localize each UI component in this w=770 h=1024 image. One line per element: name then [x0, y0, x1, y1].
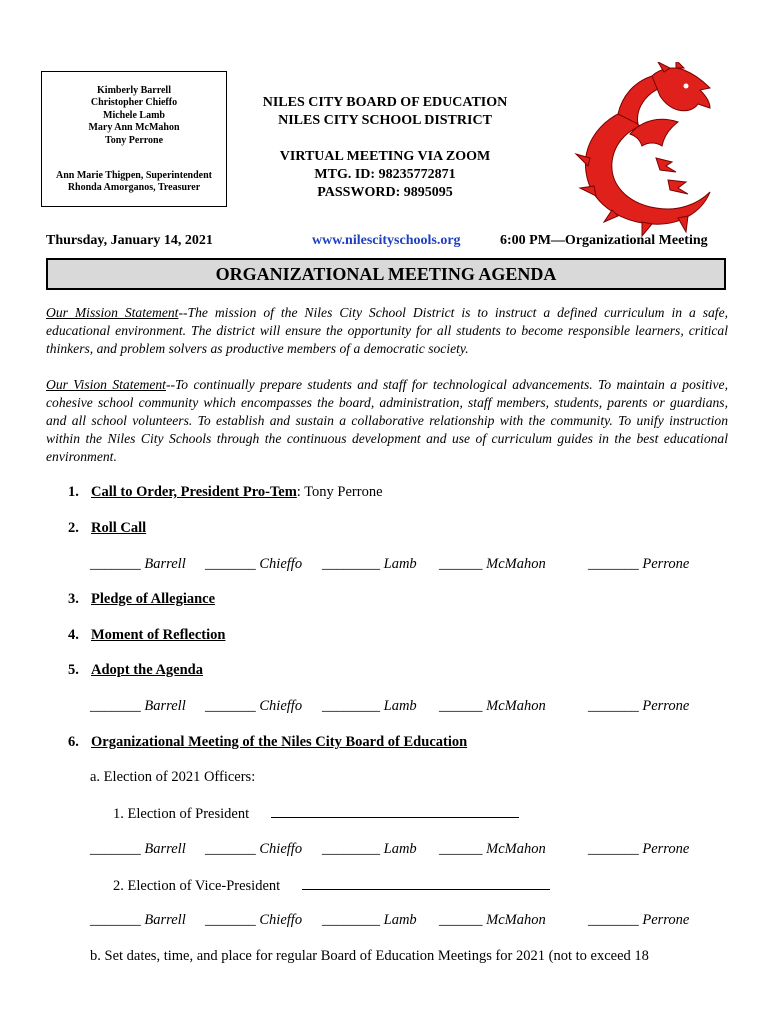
vision-text: --To continually prepare students and staff for technological advancements. To maintain a positive, cohesive school community which encompasses the board, administration, staff members, students, parents or guardians, and all school volunteers. To establish and sustain a collaborative relationship with the community. To unify instruction within the Niles City Schools through the continuous development and use of curriculum guides in the best educational environment. — [46, 377, 728, 464]
meeting-time: 6:00 PM—Organizational Meeting — [500, 233, 708, 248]
item-title: Moment of Reflection — [91, 627, 226, 643]
item-number: 1. — [68, 484, 79, 500]
meeting-password: PASSWORD: 9895095 — [317, 185, 453, 200]
vote-lamb: ________ Lamb — [322, 841, 417, 857]
district-name: NILES CITY SCHOOL DISTRICT — [278, 113, 492, 128]
board-member: Tony Perrone — [104, 134, 164, 146]
president-blank-line[interactable] — [271, 803, 519, 818]
item-number: 3. — [68, 591, 79, 607]
vote-chieffo: _______ Chieffo — [205, 912, 303, 928]
vote-mcmahon: ______ McMahon — [439, 698, 546, 714]
item-title: Pledge of Allegiance — [91, 591, 216, 607]
vote-perrone: _______ Perrone — [588, 841, 690, 857]
treasurer: Rhonda Amorganos, Treasurer — [67, 182, 201, 194]
vote-perrone: _______ Perrone — [588, 556, 690, 572]
sub-item-a: a. Election of 2021 Officers: — [90, 769, 256, 785]
item-title: Organizational Meeting of the Niles City Board of Education — [91, 734, 468, 750]
vote-barrell: _______ Barrell — [90, 912, 186, 928]
board-name: NILES CITY BOARD OF EDUCATION — [262, 95, 508, 110]
vote-lamb: ________ Lamb — [322, 698, 417, 714]
vote-chieffo: _______ Chieffo — [205, 698, 303, 714]
agenda-item-5 — [68, 661, 203, 679]
agenda-item-6 — [68, 733, 467, 751]
vote-perrone: _______ Perrone — [588, 698, 690, 714]
board-member: Michele Lamb — [103, 109, 165, 121]
item-number: 2. — [68, 520, 79, 536]
vote-chieffo: _______ Chieffo — [205, 841, 303, 857]
website-link[interactable]: www.nilescityschools.org — [312, 233, 461, 248]
mission-statement — [46, 304, 728, 358]
agenda-item-2 — [68, 519, 146, 537]
board-members-box — [41, 71, 227, 207]
vision-label: Our Vision Statement — [46, 377, 166, 392]
roll-call-vote-row — [90, 555, 730, 573]
president-vote-row — [90, 840, 730, 858]
item-title: Roll Call — [91, 520, 147, 536]
vote-lamb: ________ Lamb — [322, 556, 417, 572]
item-number: 5. — [68, 662, 79, 678]
vote-lamb: ________ Lamb — [322, 912, 417, 928]
adopt-agenda-vote-row — [90, 697, 730, 715]
vote-mcmahon: ______ McMahon — [439, 556, 546, 572]
superintendent: Ann Marie Thigpen, Superintendent — [56, 170, 212, 182]
board-member: Kimberly Barrell — [97, 85, 171, 96]
mission-text: --The mission of the Niles City School District is to instruct a defined curriculum in a safe, educational environment. The district will ensure the opportunity for all students to become responsible learners, critical thinkers, and problem solvers as productive members of a democratic society. — [46, 305, 729, 356]
sub-item-b: b. Set dates, time, and place for regular Board of Education Meetings for 2021 (not to exceed 18 — [90, 948, 649, 964]
vote-mcmahon: ______ McMahon — [439, 912, 546, 928]
agenda-title: ORGANIZATIONAL MEETING AGENDA — [46, 258, 726, 290]
agenda-item-1 — [68, 483, 383, 501]
meeting-date: Thursday, January 14, 2021 — [46, 233, 213, 248]
item-suffix: : Tony Perrone — [296, 484, 383, 500]
vote-barrell: _______ Barrell — [90, 841, 186, 857]
vote-mcmahon: ______ McMahon — [439, 841, 546, 857]
election-president — [113, 803, 519, 823]
item-title: Adopt the Agenda — [91, 662, 203, 678]
vote-barrell: _______ Barrell — [90, 556, 186, 572]
vote-perrone: _______ Perrone — [588, 912, 690, 928]
item-number: 6. — [68, 734, 79, 750]
meeting-type: VIRTUAL MEETING VIA ZOOM — [279, 149, 491, 164]
board-member: Christopher Chieffo — [90, 97, 178, 109]
agenda-item-3 — [68, 590, 215, 608]
election-vice-president — [113, 875, 550, 895]
election-vice-president-label: 2. Election of Vice-President — [113, 878, 281, 894]
vice-president-blank-line[interactable] — [302, 875, 550, 890]
election-president-label: 1. Election of President — [113, 806, 250, 822]
vote-barrell: _______ Barrell — [90, 698, 186, 714]
agenda-item-4 — [68, 626, 225, 644]
board-member: Mary Ann McMahon — [88, 122, 180, 134]
item-number: 4. — [68, 627, 79, 643]
red-dragon-logo — [560, 62, 720, 238]
meeting-id: MTG. ID: 98235772871 — [314, 167, 456, 182]
vision-statement — [46, 376, 728, 466]
item-title: Call to Order, President Pro-Tem — [91, 484, 297, 500]
vice-president-vote-row — [90, 911, 730, 929]
vote-chieffo: _______ Chieffo — [205, 556, 303, 572]
mission-label: Our Mission Statement — [46, 305, 179, 320]
